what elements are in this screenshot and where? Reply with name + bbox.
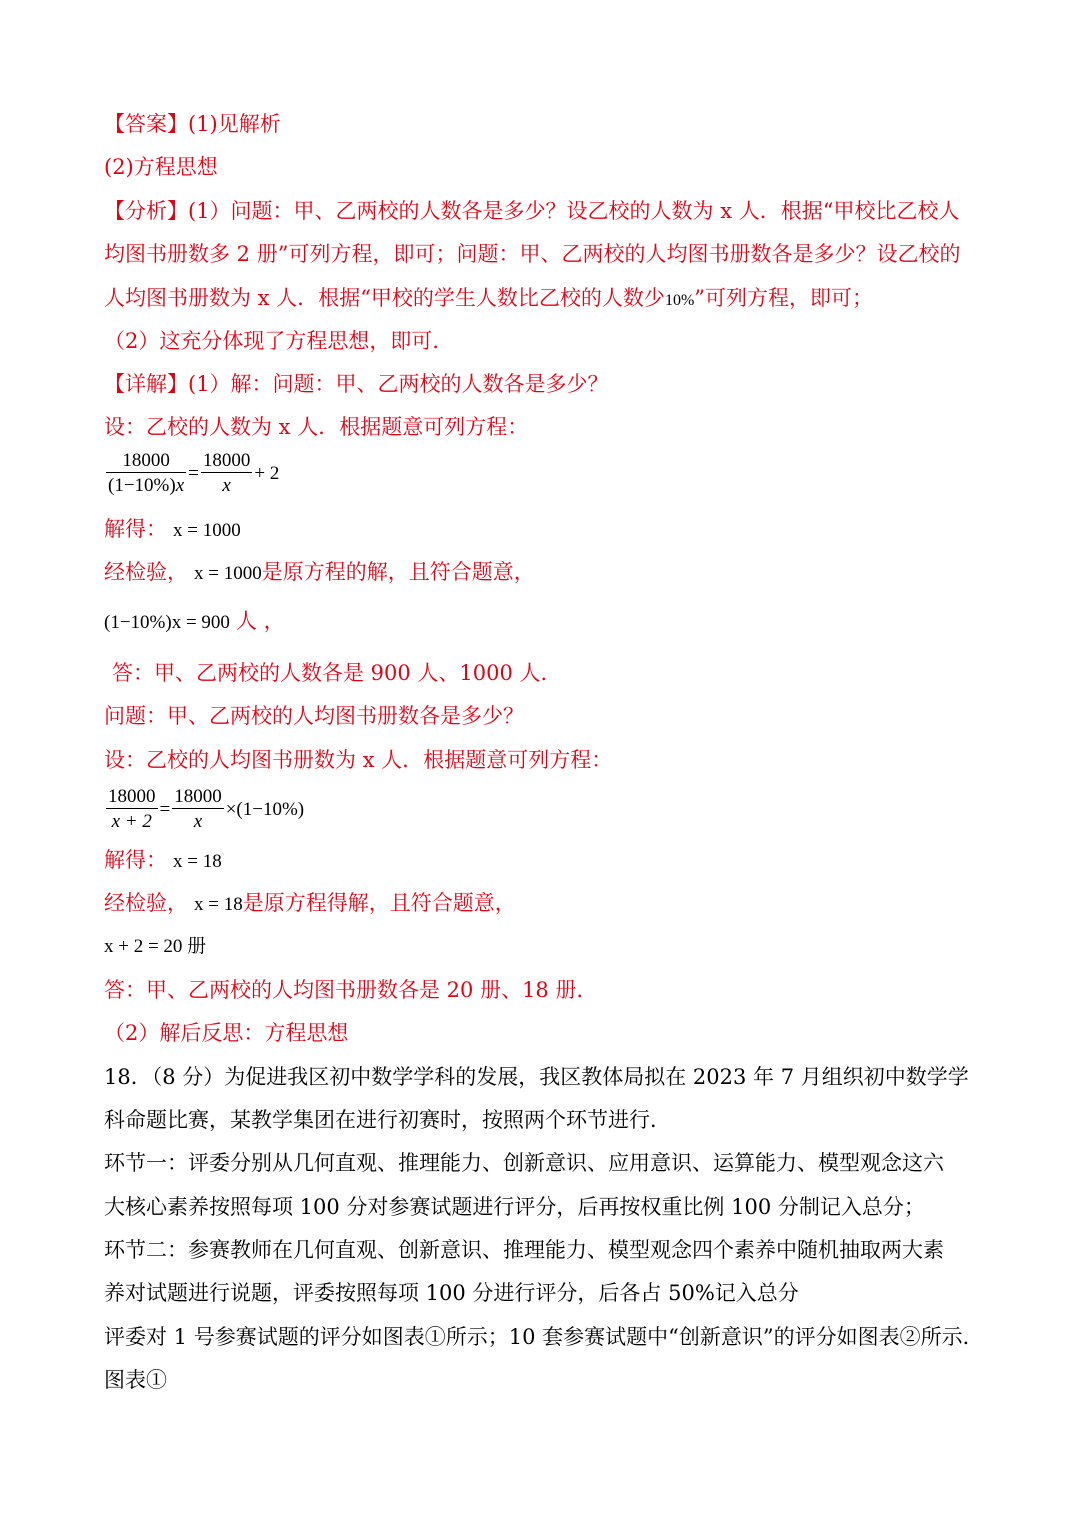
calc-1-math: (1−10%)x = 900	[104, 612, 230, 633]
calc-1	[104, 606, 285, 638]
eq1-lden-var: x	[175, 475, 185, 496]
q18-line-5: 环节二：参赛教师在几何直观、创新意识、推理能力、模型观念四个素养中随机抽取两大素	[104, 1238, 944, 1262]
solve-2-math: x = 18	[173, 851, 222, 872]
check-2	[104, 888, 516, 920]
detail-heading: 【详解】(1）解：问题：甲、乙两校的人数各是多少？	[104, 372, 609, 396]
eq2-left-fraction	[106, 786, 158, 835]
analysis-line-2: 均图书册数多 2 册”可列方程，即可；问题：甲、乙两校的人均图书册数各是多少？设乙校的	[104, 242, 961, 266]
solve-1-math: x = 1000	[173, 520, 241, 541]
eq1-right-numerator: 18000	[202, 450, 251, 471]
solve-2-label: 解得：	[104, 848, 167, 872]
eq1-equals: =	[188, 462, 199, 484]
eq2-right-numerator: 18000	[174, 786, 222, 807]
check-2-text: 是原方程得解，且符合题意，	[242, 891, 516, 915]
answer-line	[104, 109, 281, 139]
eq2-equals: =	[159, 798, 171, 820]
solve-1-label: 解得：	[104, 517, 167, 541]
check-1-label: 经检验，	[104, 560, 188, 584]
eq1-tail: + 2	[254, 462, 280, 484]
equation-2	[104, 786, 304, 835]
solve-1	[104, 514, 241, 546]
q18-line-1: 18．（8 分）为促进我区初中数学学科的发展，我区教体局拟在 2023 年 7 月组织初中数学学	[104, 1065, 969, 1089]
analysis-line-3a: 人均图书册数为 x 人．根据“甲校的学生人数比乙校的人数少	[104, 286, 665, 310]
eq1-left-fraction	[106, 450, 186, 499]
detail-set-2: 设：乙校的人均图书册数为 x 人．根据题意可列方程：	[104, 748, 613, 772]
check-2-math: x = 18	[194, 894, 243, 915]
q18-line-7: 评委对 1 号参赛试题的评分如图表①所示；10 套参赛试题中“创新意识”的评分如图表②所示．	[104, 1325, 984, 1349]
eq2-tail: ×(1−10%)	[225, 798, 305, 820]
solve-2	[104, 845, 222, 877]
eq2-right-denominator: x	[172, 808, 224, 835]
reflection: （2）解后反思：方程思想	[104, 1021, 349, 1045]
eq1-lden-factor: (1−10%)	[108, 475, 176, 496]
analysis-line-3c: ”可列方程，即可；	[694, 286, 874, 310]
analysis-percent: 10%	[664, 292, 695, 309]
eq1-right-denominator: x	[201, 472, 253, 499]
answer-part1: (1)见解析	[188, 112, 281, 136]
eq1-left-numerator: 18000	[122, 450, 170, 471]
question-2: 问题：甲、乙两校的人均图书册数各是多少？	[104, 704, 524, 728]
eq2-left-denominator: x + 2	[106, 808, 158, 835]
answer-part2: (2)方程思想	[104, 155, 218, 179]
calc-1-text: 人 ，	[235, 609, 285, 633]
eq1-left-denominator	[106, 472, 186, 499]
detail-set-1: 设：乙校的人数为 x 人．根据题意可列方程：	[104, 415, 529, 439]
check-1	[104, 557, 535, 589]
chart-1-label: 图表①	[104, 1368, 167, 1392]
check-1-math: x = 1000	[194, 563, 262, 584]
calc-2: x + 2 = 20 册	[104, 936, 207, 957]
eq1-right-fraction	[201, 450, 253, 499]
check-2-label: 经检验，	[104, 891, 188, 915]
q18-line-3: 环节一：评委分别从几何直观、推理能力、创新意识、应用意识、运算能力、模型观念这六	[104, 1151, 944, 1175]
q18-line-4: 大核心素养按照每项 100 分对参赛试题进行评分，后再按权重比例 100 分制记入总分；	[104, 1195, 925, 1219]
analysis-line-3	[104, 283, 873, 316]
eq2-left-numerator: 18000	[108, 786, 156, 807]
q18-line-2: 科命题比赛，某教学集团在进行初赛时，按照两个环节进行．	[104, 1108, 671, 1132]
eq2-right-fraction	[172, 786, 224, 835]
check-1-text: 是原方程的解，且符合题意，	[261, 560, 535, 584]
analysis-line-1: 【分析】(1）问题：甲、乙两校的人数各是多少？设乙校的人数为 x 人．根据“甲校比乙校人	[104, 199, 960, 223]
answer-1: 答：甲、乙两校的人数各是 900 人、1000 人．	[112, 661, 562, 685]
q18-line-6: 养对试题进行说题，评委按照每项 100 分进行评分，后各占 50%记入总分	[104, 1281, 799, 1305]
answer-2: 答：甲、乙两校的人均图书册数各是 20 册、18 册．	[104, 978, 598, 1002]
analysis-line-4: （2）这充分体现了方程思想，即可．	[104, 329, 454, 353]
answer-label: 【答案】	[104, 112, 188, 136]
equation-1	[104, 450, 279, 499]
